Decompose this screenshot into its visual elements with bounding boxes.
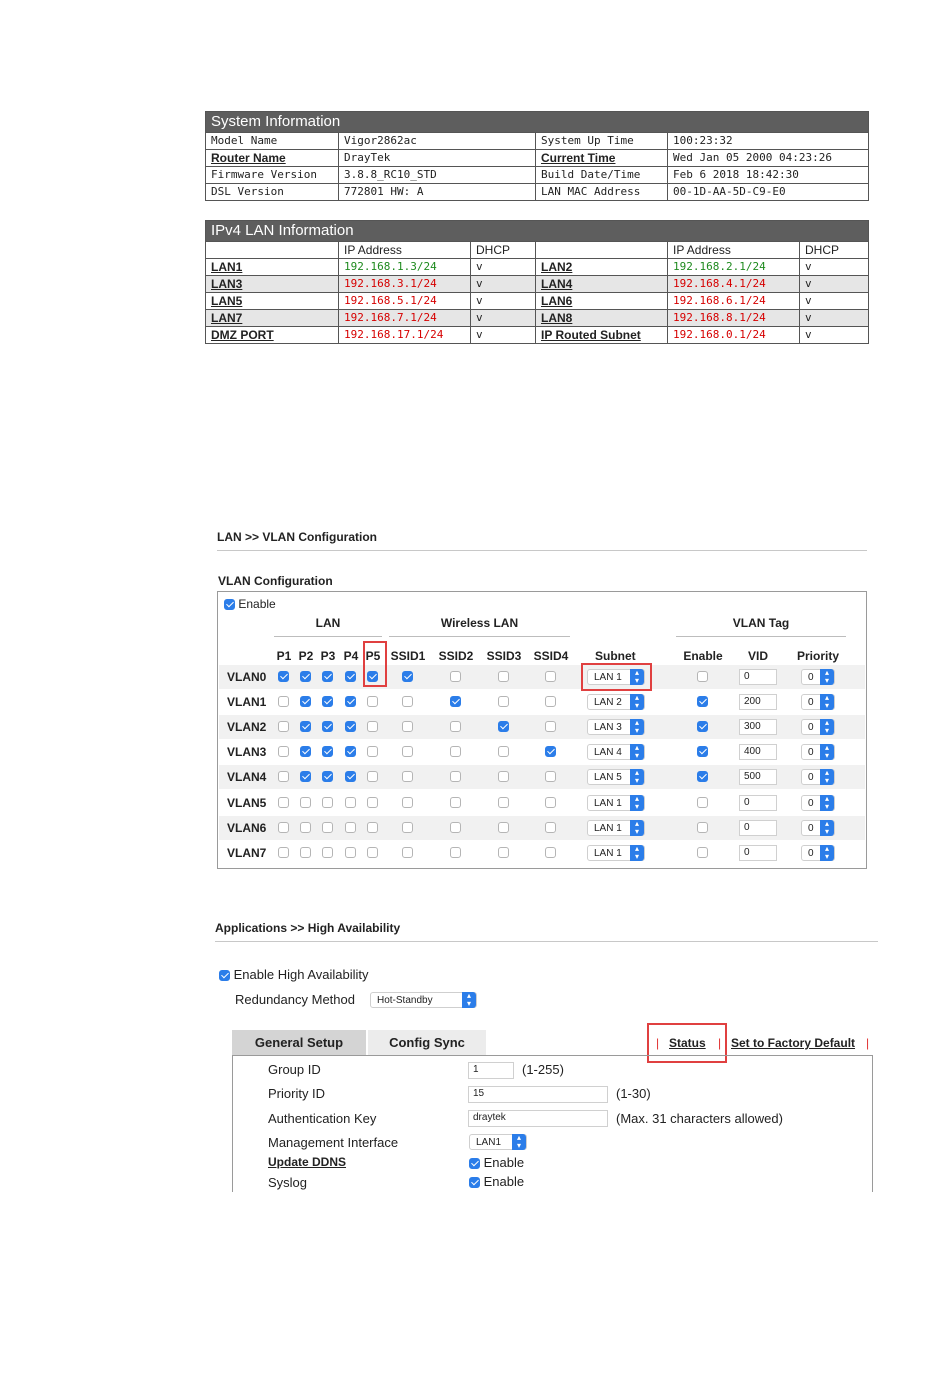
vid-input[interactable]: 0 <box>739 795 777 811</box>
tab-config-sync[interactable]: Config Sync <box>368 1030 486 1055</box>
router-name-link[interactable]: Router Name <box>206 150 339 167</box>
vlan-checkbox[interactable] <box>367 797 378 808</box>
column-header-ssid4: SSID4 <box>533 649 569 663</box>
lan-ip: 192.168.17.1/24 <box>339 327 471 344</box>
current-time-value: Wed Jan 05 2000 04:23:26 <box>668 150 869 167</box>
vlan-checkbox[interactable] <box>450 721 461 732</box>
vlan-checkbox[interactable] <box>345 746 356 757</box>
system-info-table <box>205 111 869 201</box>
column-header-priority: Priority <box>797 649 840 663</box>
vlan-row-label: VLAN7 <box>227 845 267 860</box>
syslog-enable-checkbox[interactable] <box>469 1177 480 1188</box>
vlan-checkbox[interactable] <box>545 721 556 732</box>
firmware-value: 3.8.8_RC10_STD <box>339 167 536 184</box>
vlan-row-label: VLAN2 <box>227 720 267 735</box>
subnet-value: LAN 5 <box>594 772 622 784</box>
redundancy-method-label: Redundancy Method <box>235 992 355 1007</box>
column-header-ssid3: SSID3 <box>486 649 522 663</box>
vlan-tag-enable-checkbox[interactable] <box>697 822 708 833</box>
priority-id-hint: (1-30) <box>616 1086 651 1101</box>
vlan-checkbox[interactable] <box>278 822 289 833</box>
lan-ip: 192.168.6.1/24 <box>668 293 800 310</box>
subnet-select[interactable] <box>587 769 645 785</box>
router-name-value: DrayTek <box>339 150 536 167</box>
uptime-value: 100:23:32 <box>668 133 869 150</box>
mgmt-interface-value: LAN1 <box>476 1137 502 1148</box>
vlan-checkbox[interactable] <box>278 721 289 732</box>
ddns-enable-checkbox[interactable] <box>469 1158 480 1169</box>
syslog-enable-control[interactable] <box>469 1174 524 1189</box>
divider <box>274 636 382 637</box>
vlan-checkbox[interactable] <box>450 847 461 858</box>
vid-input[interactable]: 400 <box>739 744 777 760</box>
vlan-checkbox[interactable] <box>402 746 413 757</box>
priority-select[interactable] <box>801 719 835 735</box>
subnet-select[interactable] <box>587 820 645 836</box>
select-arrows-icon: ▴ ▾ <box>630 694 644 710</box>
vlan-checkbox[interactable] <box>402 822 413 833</box>
vlan-checkbox[interactable] <box>545 847 556 858</box>
select-arrows-icon: ▴ ▾ <box>820 744 834 760</box>
vlan-tag-enable-checkbox[interactable] <box>697 671 708 682</box>
vlan-checkbox[interactable] <box>498 746 509 757</box>
priority-value: 0 <box>808 797 814 809</box>
link-separator: | <box>656 1036 660 1050</box>
build-date-label: Build Date/Time <box>536 167 668 184</box>
vlan-checkbox[interactable] <box>278 696 289 707</box>
select-arrows-icon: ▴ ▾ <box>820 669 834 685</box>
select-arrows-icon: ▴ ▾ <box>462 992 476 1008</box>
select-arrows-icon: ▴ ▾ <box>820 719 834 735</box>
subnet-select[interactable] <box>587 845 645 861</box>
subnet-value: LAN 4 <box>594 747 622 759</box>
lan-ip: 192.168.8.1/24 <box>668 310 800 327</box>
vlan-checkbox[interactable] <box>322 771 333 782</box>
subnet-value: LAN 1 <box>594 822 622 834</box>
vlan-checkbox[interactable] <box>300 721 311 732</box>
ddns-enable-label: Enable <box>483 1155 525 1170</box>
column-header-p2: P2 <box>298 649 314 663</box>
current-time-link[interactable]: Current Time <box>536 150 668 167</box>
select-arrows-icon: ▴ ▾ <box>630 820 644 836</box>
link-separator: | <box>718 1036 722 1050</box>
select-arrows-icon: ▴ ▾ <box>630 769 644 785</box>
column-header-ssid2: SSID2 <box>438 649 474 663</box>
select-arrows-icon: ▴ ▾ <box>820 795 834 811</box>
vlan-checkbox[interactable] <box>300 771 311 782</box>
ip-address-header: IP Address <box>668 242 800 259</box>
select-arrows-icon: ▴ ▾ <box>820 694 834 710</box>
vlan-checkbox[interactable] <box>402 797 413 808</box>
vlan-checkbox[interactable] <box>545 696 556 707</box>
vlan-checkbox[interactable] <box>545 822 556 833</box>
status-link[interactable]: Status <box>669 1036 706 1050</box>
vlan-checkbox[interactable] <box>498 721 509 732</box>
priority-select[interactable] <box>801 820 835 836</box>
vlan-checkbox[interactable] <box>545 797 556 808</box>
system-info-title: System Information <box>206 112 869 133</box>
lan-dhcp: v <box>471 259 536 276</box>
lan-name-link[interactable]: LAN6 <box>536 293 668 310</box>
priority-id-label: Priority ID <box>268 1086 326 1101</box>
select-arrows-icon: ▴ ▾ <box>630 719 644 735</box>
vlan-checkbox[interactable] <box>367 746 378 757</box>
vlan-checkbox[interactable] <box>402 721 413 732</box>
column-header-p1: P1 <box>276 649 292 663</box>
subnet-select[interactable] <box>587 694 645 710</box>
redundancy-method-value: Hot-Standby <box>377 995 433 1006</box>
syslog-enable-label: Enable <box>483 1174 525 1189</box>
vlan-tag-enable-checkbox[interactable] <box>697 771 708 782</box>
vlan-checkbox[interactable] <box>278 746 289 757</box>
vlan-checkbox[interactable] <box>498 671 509 682</box>
vlan-checkbox[interactable] <box>322 847 333 858</box>
vlan-checkbox[interactable] <box>278 847 289 858</box>
vlan-checkbox[interactable] <box>402 847 413 858</box>
vlan-checkbox[interactable] <box>278 671 289 682</box>
lan-name-link[interactable]: LAN7 <box>206 310 339 327</box>
vlan-checkbox[interactable] <box>450 746 461 757</box>
vlan-row-label: VLAN1 <box>227 695 267 710</box>
auth-key-input[interactable]: draytek <box>468 1110 608 1127</box>
lan-header-blank <box>536 242 668 259</box>
priority-select[interactable] <box>801 769 835 785</box>
vlan-row-label: VLAN3 <box>227 745 267 760</box>
ha-enable-control[interactable] <box>219 967 369 982</box>
vlan-checkbox[interactable] <box>345 822 356 833</box>
vlan-enable-control[interactable] <box>224 597 276 611</box>
vlan-checkbox[interactable] <box>300 847 311 858</box>
lan-row <box>206 276 869 293</box>
update-ddns-link[interactable]: Update DDNS <box>268 1155 347 1169</box>
divider <box>217 550 867 551</box>
vlan-checkbox[interactable] <box>450 671 461 682</box>
model-name-value: Vigor2862ac <box>339 133 536 150</box>
select-arrows-icon: ▴ ▾ <box>820 769 834 785</box>
highlight-subnet <box>581 663 652 691</box>
vlan-checkbox[interactable] <box>545 671 556 682</box>
lan-header-blank <box>206 242 339 259</box>
vlan-checkbox[interactable] <box>300 746 311 757</box>
lan-row <box>206 310 869 327</box>
select-arrows-icon: ▴ ▾ <box>630 845 644 861</box>
priority-select[interactable] <box>801 845 835 861</box>
priority-id-input[interactable]: 15 <box>468 1086 608 1103</box>
vlan-checkbox[interactable] <box>322 671 333 682</box>
priority-value: 0 <box>808 697 814 709</box>
syslog-label: Syslog <box>268 1175 308 1190</box>
lan-name-link[interactable]: IP Routed Subnet <box>536 327 668 344</box>
vid-input[interactable]: 0 <box>739 845 777 861</box>
subnet-select[interactable] <box>587 795 645 811</box>
select-arrows-icon: ▴ ▾ <box>512 1134 526 1150</box>
vlan-checkbox[interactable] <box>300 797 311 808</box>
vlan-config-title: VLAN Configuration <box>218 574 333 588</box>
ip-address-header: IP Address <box>339 242 471 259</box>
highlight-p5 <box>363 641 387 687</box>
vlan-checkbox[interactable] <box>545 771 556 782</box>
lan-name-link[interactable]: LAN1 <box>206 259 339 276</box>
vlan-checkbox[interactable] <box>322 721 333 732</box>
lan-ip: 192.168.4.1/24 <box>668 276 800 293</box>
lan-dhcp: v <box>471 310 536 327</box>
vlan-checkbox[interactable] <box>322 797 333 808</box>
dsl-version-label: DSL Version <box>206 184 339 201</box>
divider <box>215 941 878 942</box>
vlan-checkbox[interactable] <box>345 671 356 682</box>
vlan-tag-enable-checkbox[interactable] <box>697 721 708 732</box>
vlan-breadcrumb: LAN >> VLAN Configuration <box>217 530 377 544</box>
vlan-checkbox[interactable] <box>345 847 356 858</box>
vlan-tag-enable-checkbox[interactable] <box>697 746 708 757</box>
group-id-hint: (1-255) <box>522 1062 564 1077</box>
lan-name-link[interactable]: LAN8 <box>536 310 668 327</box>
vlan-checkbox[interactable] <box>367 696 378 707</box>
lan-ip: 192.168.7.1/24 <box>339 310 471 327</box>
vlan-checkbox[interactable] <box>345 696 356 707</box>
lan-name-link[interactable]: LAN4 <box>536 276 668 293</box>
vlan-checkbox[interactable] <box>367 771 378 782</box>
lan-dhcp: v <box>800 276 869 293</box>
lan-dhcp: v <box>800 327 869 344</box>
vlan-tag-enable-checkbox[interactable] <box>697 696 708 707</box>
vlan-checkbox[interactable] <box>278 771 289 782</box>
lan-ip: 192.168.0.1/24 <box>668 327 800 344</box>
lan-dhcp: v <box>471 276 536 293</box>
vlan-checkbox[interactable] <box>367 847 378 858</box>
column-header-p5: P5 <box>365 649 381 663</box>
vlan-checkbox[interactable] <box>322 696 333 707</box>
vlan-checkbox[interactable] <box>450 696 461 707</box>
link-separator: | <box>866 1036 870 1050</box>
select-arrows-icon: ▴ ▾ <box>630 744 644 760</box>
vid-input[interactable]: 0 <box>739 669 777 685</box>
vlan-row-label: VLAN4 <box>227 770 267 785</box>
vlan-checkbox[interactable] <box>345 771 356 782</box>
select-arrows-icon: ▴ ▾ <box>630 669 644 685</box>
auth-key-hint: (Max. 31 characters allowed) <box>616 1111 783 1126</box>
priority-value: 0 <box>808 822 814 834</box>
vlan-checkbox[interactable] <box>450 822 461 833</box>
vlan-checkbox[interactable] <box>498 797 509 808</box>
vlan-checkbox[interactable] <box>545 746 556 757</box>
vlan-checkbox[interactable] <box>300 671 311 682</box>
column-header-p3: P3 <box>320 649 336 663</box>
priority-select[interactable] <box>801 795 835 811</box>
auth-key-label: Authentication Key <box>268 1111 377 1126</box>
column-header-ssid1: SSID1 <box>390 649 426 663</box>
mgmt-interface-label: Management Interface <box>268 1135 399 1150</box>
vlan-row-label: VLAN0 <box>227 670 267 684</box>
group-id-input[interactable]: 1 <box>468 1062 514 1079</box>
vlan-checkbox[interactable] <box>498 847 509 858</box>
lan-dhcp: v <box>471 293 536 310</box>
select-arrows-icon: ▴ ▾ <box>820 820 834 836</box>
group-id-label: Group ID <box>268 1062 321 1077</box>
vid-input[interactable]: 500 <box>739 769 777 785</box>
column-header-vid: VID <box>747 649 768 663</box>
priority-value: 0 <box>808 722 814 734</box>
vlan-checkbox[interactable] <box>498 771 509 782</box>
vlan-checkbox[interactable] <box>367 822 378 833</box>
lan-row <box>206 293 869 310</box>
lan-name-link[interactable]: LAN5 <box>206 293 339 310</box>
lan-name-link[interactable]: LAN3 <box>206 276 339 293</box>
vid-input[interactable]: 200 <box>739 694 777 710</box>
lan-ip: 192.168.5.1/24 <box>339 293 471 310</box>
divider <box>389 636 570 637</box>
lan-ip: 192.168.1.3/24 <box>339 259 471 276</box>
mgmt-interface-select[interactable] <box>469 1134 527 1150</box>
vlan-enable-label: Enable <box>238 597 276 611</box>
vlan-tag-enable-checkbox[interactable] <box>697 847 708 858</box>
uptime-label: System Up Time <box>536 133 668 150</box>
dhcp-header: DHCP <box>471 242 536 259</box>
vlan-checkbox[interactable] <box>402 671 413 682</box>
lan-dhcp: v <box>800 310 869 327</box>
priority-select[interactable] <box>801 744 835 760</box>
select-arrows-icon: ▴ ▾ <box>820 845 834 861</box>
lan-dhcp: v <box>800 293 869 310</box>
ha-enable-checkbox[interactable] <box>219 970 230 981</box>
vlan-checkbox[interactable] <box>322 822 333 833</box>
vid-input[interactable]: 0 <box>739 820 777 836</box>
build-date-value: Feb 6 2018 18:42:30 <box>668 167 869 184</box>
vlan-checkbox[interactable] <box>300 822 311 833</box>
vlan-checkbox[interactable] <box>450 797 461 808</box>
divider <box>676 636 846 637</box>
subnet-select[interactable] <box>587 744 645 760</box>
priority-select[interactable] <box>801 694 835 710</box>
ha-breadcrumb: Applications >> High Availability <box>215 921 401 935</box>
lan-mac-value: 00-1D-AA-5D-C9-E0 <box>668 184 869 201</box>
model-name-label: Model Name <box>206 133 339 150</box>
vlan-tag-enable-checkbox[interactable] <box>697 797 708 808</box>
lan-name-link[interactable]: LAN2 <box>536 259 668 276</box>
subnet-value: LAN 2 <box>594 697 622 709</box>
vlan-checkbox[interactable] <box>300 696 311 707</box>
subnet-value: LAN 1 <box>594 672 622 683</box>
dhcp-header: DHCP <box>800 242 869 259</box>
lan-dhcp: v <box>471 327 536 344</box>
vlan-checkbox[interactable] <box>402 696 413 707</box>
vlan-checkbox[interactable] <box>345 797 356 808</box>
priority-value: 0 <box>808 672 814 683</box>
priority-select[interactable] <box>801 669 835 685</box>
vlan-row-label: VLAN5 <box>227 795 267 810</box>
priority-value: 0 <box>808 847 814 859</box>
select-arrows-icon: ▴ ▾ <box>630 795 644 811</box>
subnet-select[interactable] <box>587 719 645 735</box>
redundancy-method-select[interactable] <box>370 992 477 1008</box>
subnet-value: LAN 3 <box>594 722 622 734</box>
vlan-checkbox[interactable] <box>498 822 509 833</box>
priority-value: 0 <box>808 747 814 759</box>
lan-info-table <box>205 220 869 344</box>
ha-enable-label: Enable High Availability <box>233 967 369 982</box>
vlan-checkbox[interactable] <box>498 696 509 707</box>
vlan-checkbox[interactable] <box>450 771 461 782</box>
group-vlan-tag: VLAN Tag <box>732 616 790 630</box>
lan-row <box>206 259 869 276</box>
lan-name-link[interactable]: DMZ PORT <box>206 327 339 344</box>
vid-input[interactable]: 300 <box>739 719 777 735</box>
vlan-checkbox[interactable] <box>278 797 289 808</box>
column-header-p4: P4 <box>343 649 359 663</box>
subnet-value: LAN 1 <box>594 847 622 859</box>
vlan-checkbox[interactable] <box>402 771 413 782</box>
factory-default-link[interactable]: Set to Factory Default <box>731 1036 856 1050</box>
ddns-enable-control[interactable] <box>469 1155 524 1170</box>
lan-ip: 192.168.3.1/24 <box>339 276 471 293</box>
group-wireless-lan: Wireless LAN <box>440 616 519 630</box>
vlan-checkbox[interactable] <box>345 721 356 732</box>
dsl-version-value: 772801 HW: A <box>339 184 536 201</box>
column-header-subnet: Subnet <box>595 649 636 663</box>
vlan-checkbox[interactable] <box>367 721 378 732</box>
lan-info-title: IPv4 LAN Information <box>206 221 869 242</box>
vlan-row-label: VLAN6 <box>227 820 267 835</box>
vlan-checkbox[interactable] <box>322 746 333 757</box>
lan-dhcp: v <box>800 259 869 276</box>
lan-mac-label: LAN MAC Address <box>536 184 668 201</box>
group-lan: LAN <box>315 616 341 630</box>
firmware-label: Firmware Version <box>206 167 339 184</box>
column-header-enable: Enable <box>683 649 723 663</box>
tab-general-setup[interactable]: General Setup <box>232 1030 366 1055</box>
subnet-value: LAN 1 <box>594 797 622 809</box>
lan-row <box>206 327 869 344</box>
vlan-enable-checkbox[interactable] <box>224 599 235 610</box>
priority-value: 0 <box>808 772 814 784</box>
lan-ip: 192.168.2.1/24 <box>668 259 800 276</box>
